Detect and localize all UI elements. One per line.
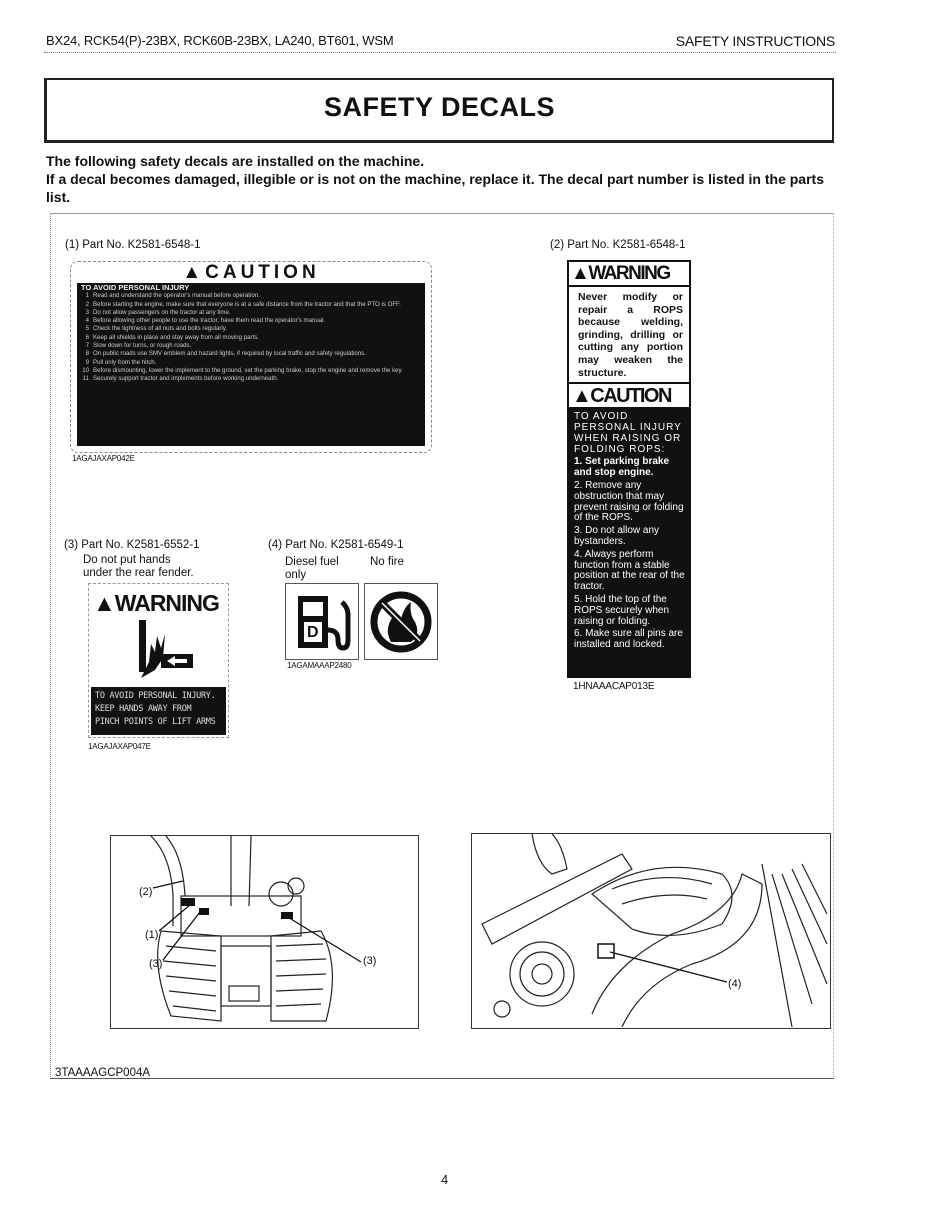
item-number: 6 xyxy=(85,333,89,341)
decal-2-caution-body xyxy=(569,409,689,678)
warning-triangle-icon: ▲ xyxy=(572,385,591,408)
intro-line-2: If a decal becomes damaged, illegible or is not on the machine, replace it. The decal part number is listed in the parts list. xyxy=(46,171,824,205)
decal-1-code: 1AGAJAXAP042E xyxy=(72,454,135,463)
decal-3-label: (3) Part No. K2581-6552-1 xyxy=(64,539,200,551)
decal-2-code: 1HNAAACAP013E xyxy=(573,681,655,692)
item-text: Do not allow passengers on the tractor at any time. xyxy=(93,308,231,316)
page-title: SAFETY DECALS xyxy=(44,78,834,143)
item-text: Pull only from the hitch. xyxy=(93,358,157,366)
decal-1-item xyxy=(81,334,421,342)
decal-1-body xyxy=(77,283,425,446)
decal-2-warning-text: Never modify or repair a ROPS because welding, grinding, drilling or cutting any portion may weaken the structure. xyxy=(578,291,683,379)
decal-1-item xyxy=(81,367,421,375)
decal-1-label: (1) Part No. K2581-6548-1 xyxy=(65,239,201,251)
decal-3-caption-2: under the rear fender. xyxy=(83,567,194,579)
decal-2-item: 4. Always perform function from a stable position at the rear of the tractor. xyxy=(574,548,685,593)
decal-2-label: (2) Part No. K2581-6548-1 xyxy=(550,239,686,251)
decal-1-item xyxy=(81,359,421,367)
warning-triangle-icon: ▲ xyxy=(182,262,206,283)
decal-2-item: 1. Set parking brake and stop engine. xyxy=(574,456,670,479)
decal-2-item: 3. Do not allow any bystanders. xyxy=(574,525,660,547)
decal-2-caution-heading: ▲CAUTION xyxy=(569,382,689,409)
decal-2-caution-intro: TO AVOID PERSONAL INJURY WHEN RAISING OR FOLDING ROPS: xyxy=(574,411,682,455)
decal-3-heading: ▲WARNING xyxy=(93,590,219,616)
callout-4: (4) xyxy=(728,978,742,990)
decal-1-item xyxy=(81,350,421,358)
decal-1-item xyxy=(81,375,421,383)
item-text: Before starting the engine, make sure that everyone is at a safe distance from the tractor and that the PTO is OFF. xyxy=(93,300,401,308)
item-text: Before dismounting, lower the implement to the ground, set the parking brake, stop the engine and remove the key. xyxy=(93,366,403,374)
item-number: 2 xyxy=(85,300,89,308)
decal-2-item: 2. Remove any obstruction that may prevent raising or folding of the ROPS. xyxy=(574,479,684,524)
header-section: SAFETY INSTRUCTIONS xyxy=(675,33,835,49)
item-number: 4 xyxy=(85,317,89,325)
intro-line-1: The following safety decals are installed on the machine. xyxy=(46,153,425,169)
fuel-tank-illustration xyxy=(472,834,829,1027)
decal-1-subheading: TO AVOID PERSONAL INJURY xyxy=(81,283,190,292)
item-number: 9 xyxy=(85,358,89,366)
decal-3-code: 1AGAJAXAP047E xyxy=(88,742,151,751)
item-text: Keep all shields in place and stay away from all moving parts. xyxy=(93,333,259,341)
item-number: 11 xyxy=(82,375,89,383)
decal-2-item: 6. Make sure all pins are installed and locked. xyxy=(574,628,683,651)
warning-triangle-icon: ▲ xyxy=(571,263,589,284)
callout-3-right: (3) xyxy=(363,955,377,967)
item-number: 10 xyxy=(82,366,89,374)
item-number: 8 xyxy=(85,350,89,358)
page-number: 4 xyxy=(441,1172,449,1187)
decal-2-rops xyxy=(567,260,691,678)
warning-triangle-icon: ▲ xyxy=(93,590,115,616)
decal-3-text: TO AVOID PERSONAL INJURY. KEEP HANDS AWAY FROM PINCH POINTS OF LIFT ARMS xyxy=(91,687,226,735)
pump-letter: D xyxy=(307,624,319,641)
fuel-tank-figure xyxy=(471,833,831,1029)
decal-3-caption-1: Do not put hands xyxy=(83,554,171,566)
item-text: On public roads use SMV emblem and hazard lights, if required by local traffic and safety regulations. xyxy=(93,350,366,358)
decal-1-heading: ▲CAUTION xyxy=(182,262,320,283)
decal-1-item xyxy=(81,342,421,350)
decal-2-item: 5. Hold the top of the ROPS securely when raising or folding. xyxy=(574,593,670,627)
decal-1-item xyxy=(81,317,421,325)
intro-text xyxy=(46,152,836,206)
decal-4-fuel-caption-2: only xyxy=(285,569,307,581)
decal-3-warning xyxy=(88,583,229,738)
figure-code: 3TAAAAGCP004A xyxy=(55,1067,151,1079)
decal-1-item xyxy=(81,325,421,333)
decal-1-caution xyxy=(70,261,432,453)
decal-4-fire-caption: No fire xyxy=(370,556,404,568)
item-number: 1 xyxy=(85,292,89,300)
item-text: Slow down for turns, or rough roads. xyxy=(93,342,192,350)
item-number: 7 xyxy=(85,342,89,350)
decal-1-item xyxy=(81,309,421,317)
callout-3-left: (3) xyxy=(149,958,163,970)
hand-pinch-icon xyxy=(119,618,199,680)
header-models: BX24, RCK54(P)-23BX, RCK60B-23BX, LA240, BT601, WSM xyxy=(46,33,394,48)
decal-1-item xyxy=(81,301,421,309)
callout-1: (1) xyxy=(145,929,159,941)
tractor-rear-figure xyxy=(110,835,419,1029)
decal-1-item xyxy=(81,292,421,300)
header-divider xyxy=(44,52,836,53)
item-text: Securely support tractor and implements before working underneath. xyxy=(93,375,279,383)
decal-2-warning-heading: ▲WARNING xyxy=(569,262,689,287)
item-text: Before allowing other people to use the tractor, have them read the operator's manual. xyxy=(93,317,326,325)
item-number: 5 xyxy=(85,325,89,333)
diesel-pump-icon xyxy=(285,583,359,660)
no-fire-icon xyxy=(364,583,438,660)
item-number: 3 xyxy=(85,308,89,316)
decal-4-code: 1AGAMAAAP2480 xyxy=(287,661,352,670)
decal-4-fuel-caption-1: Diesel fuel xyxy=(285,556,339,568)
item-text: Read and understand the operator's manual before operation. xyxy=(93,292,260,300)
item-text: Check the tightness of all nuts and bolts regularly. xyxy=(93,325,228,333)
decal-4-label: (4) Part No. K2581-6549-1 xyxy=(268,539,404,551)
callout-2: (2) xyxy=(139,886,153,898)
